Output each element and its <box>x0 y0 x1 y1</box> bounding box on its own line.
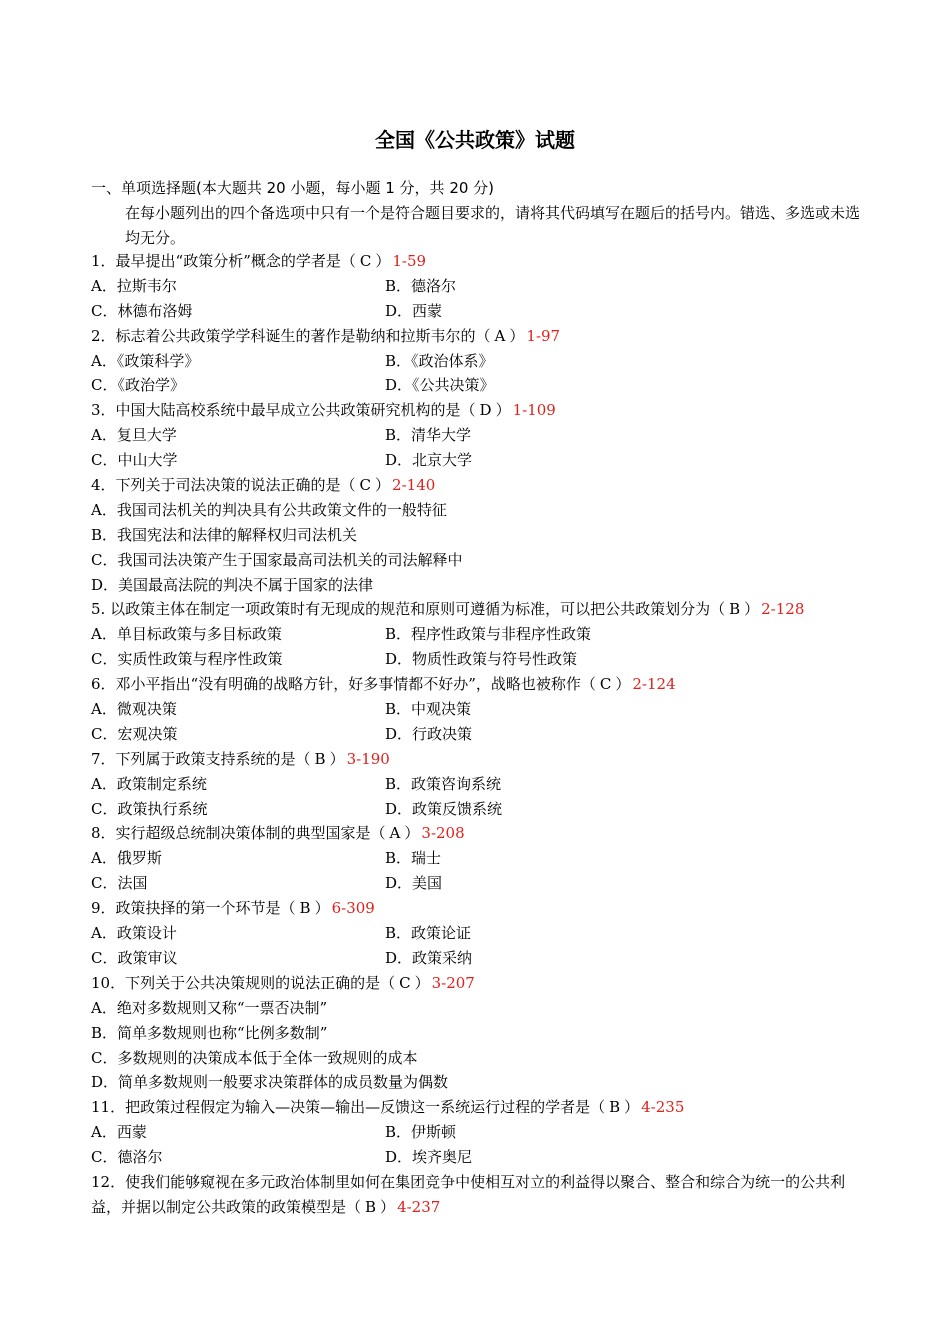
page-reference: 3-190 <box>346 749 390 768</box>
answer-letter: B <box>299 899 311 918</box>
option: B．程序性政策与非程序性政策 <box>385 625 592 644</box>
option-row <box>91 797 871 822</box>
option: B．《政治体系》 <box>385 351 494 370</box>
option: B．清华大学 <box>385 426 472 445</box>
question-text: 2．标志着公共政策学学科诞生的著作是勒纳和拉斯韦尔的（ <box>91 326 491 345</box>
question-stem <box>91 747 871 772</box>
page-reference: 2-140 <box>392 476 436 495</box>
question-stem <box>91 971 871 996</box>
option: D．物质性政策与符号性政策 <box>385 650 578 669</box>
answer-letter: B <box>314 749 326 768</box>
option: B．德洛尔 <box>385 276 457 295</box>
page-reference: 3-207 <box>431 973 475 992</box>
question-stem <box>91 398 871 423</box>
answer-close-bracket: ） <box>509 326 525 345</box>
question-stem <box>91 324 871 349</box>
question-stem <box>91 896 871 921</box>
option-row <box>91 1120 871 1145</box>
option: C．林德布洛姆 <box>91 301 193 320</box>
answer-letter: C <box>359 252 372 270</box>
question-stem <box>91 249 871 274</box>
option: C．我国司法决策产生于国家最高司法机关的司法解释中 <box>91 550 463 569</box>
option: C．《政治学》 <box>91 376 185 395</box>
option: B．伊斯顿 <box>385 1123 457 1142</box>
question-stem <box>91 1170 871 1220</box>
answer-close-bracket: ） <box>744 600 760 619</box>
section-heading: 一、单项选择题(本大题共 20 小题，每小题 1 分，共 20 分) <box>91 179 495 197</box>
option-row <box>91 373 871 398</box>
answer-letter: D <box>479 401 492 420</box>
option: D．美国 <box>385 874 443 893</box>
option: A．《政策科学》 <box>91 351 200 370</box>
option: A．单目标政策与多目标政策 <box>91 625 282 644</box>
question-text: 12．使我们能够窥视在多元政治体制里如何在集团竞争中使相互对立的利益得以聚合、整合和综合为统一的公共利益，并据以制定公共政策的政策模型是（ <box>91 1172 846 1216</box>
page-reference: 6-309 <box>331 899 375 918</box>
option: D．埃齐奥尼 <box>385 1148 473 1167</box>
answer-close-bracket: ） <box>495 401 511 420</box>
question-text: 9．政策抉择的第一个环节是（ <box>91 899 296 918</box>
question-text: 1．最早提出“政策分析”概念的学者是（ <box>91 252 356 270</box>
page-title: 全国《公共政策》试题 <box>375 128 575 152</box>
answer-letter: B <box>609 1098 621 1117</box>
option-row <box>91 697 871 722</box>
answer-close-bracket: ） <box>414 973 430 992</box>
answer-close-bracket: ） <box>314 899 330 918</box>
option-row <box>91 846 871 871</box>
option: B．瑞士 <box>385 849 442 868</box>
option: D．政策采纳 <box>385 948 473 967</box>
page-reference: 2-124 <box>632 675 676 694</box>
option: C．政策执行系统 <box>91 799 208 818</box>
question-text: 6．邓小平指出“没有明确的战略方针，好多事情都不好办”，战略也被称作（ <box>91 675 596 694</box>
option: D．简单多数规则一般要求决策群体的成员数量为偶数 <box>91 1073 449 1092</box>
option: A．微观决策 <box>91 700 177 719</box>
option: A．我国司法机关的判决具有公共政策文件的一般特征 <box>91 500 447 519</box>
option: D．政策反馈系统 <box>385 799 503 818</box>
option: C．实质性政策与程序性政策 <box>91 650 283 669</box>
option-row <box>91 448 871 473</box>
option: B．简单多数规则也称“比例多数制” <box>91 1023 328 1042</box>
page-reference: 1-109 <box>512 401 556 420</box>
question-text: 7．下列属于政策支持系统的是（ <box>91 749 311 768</box>
answer-letter: B <box>365 1197 377 1216</box>
question-stem <box>91 821 871 846</box>
option: B．中观决策 <box>385 700 472 719</box>
page-reference: 4-235 <box>641 1098 685 1117</box>
option: D．美国最高法院的判决不属于国家的法律 <box>91 575 374 594</box>
page-reference: 2-128 <box>761 600 805 619</box>
answer-letter: A <box>389 824 401 843</box>
option: A．政策设计 <box>91 924 177 943</box>
option-row <box>91 722 871 747</box>
page-reference: 1-59 <box>392 252 427 270</box>
question-stem <box>91 1095 871 1120</box>
option: A．复旦大学 <box>91 426 177 445</box>
option-row <box>91 622 871 647</box>
option: B．我国宪法和法律的解释权归司法机关 <box>91 525 358 544</box>
option: D．西蒙 <box>385 301 443 320</box>
question-text: 10．下列关于公共决策规则的说法正确的是（ <box>91 973 396 992</box>
question-text: 8．实行超级总统制决策体制的典型国家是（ <box>91 824 386 843</box>
answer-close-bracket: ） <box>624 1098 640 1117</box>
option-row <box>91 299 871 324</box>
page-reference: 1-97 <box>526 326 561 345</box>
question-list <box>91 249 871 1220</box>
option: A．西蒙 <box>91 1123 147 1142</box>
option: A．拉斯韦尔 <box>91 276 177 295</box>
option-row <box>91 1145 871 1170</box>
answer-close-bracket: ） <box>380 1197 396 1216</box>
option: A．政策制定系统 <box>91 774 207 793</box>
option-row <box>91 423 871 448</box>
answer-close-bracket: ） <box>375 476 391 495</box>
option-row <box>91 871 871 896</box>
option-row <box>91 647 871 672</box>
option: C．中山大学 <box>91 451 178 470</box>
answer-close-bracket: ） <box>329 749 345 768</box>
option-row <box>91 274 871 299</box>
option: B．政策咨询系统 <box>385 774 502 793</box>
answer-letter: C <box>399 973 411 992</box>
answer-letter: C <box>359 476 372 495</box>
option-row <box>91 946 871 971</box>
option: D．北京大学 <box>385 451 473 470</box>
option: D．行政决策 <box>385 724 473 743</box>
question-stem <box>91 672 871 697</box>
question-text: 4．下列关于司法决策的说法正确的是（ <box>91 476 356 495</box>
option: C．宏观决策 <box>91 724 178 743</box>
option-row <box>91 772 871 797</box>
option: C．德洛尔 <box>91 1148 163 1167</box>
answer-letter: B <box>729 600 741 619</box>
question-stem <box>91 473 871 498</box>
answer-close-bracket: ） <box>404 824 420 843</box>
option: A．绝对多数规则又称“一票否决制” <box>91 998 328 1017</box>
option: D．《公共决策》 <box>385 376 495 395</box>
question-text: 11．把政策过程假定为输入—决策—输出—反馈这一系统运行过程的学者是（ <box>91 1098 606 1117</box>
option: C．政策审议 <box>91 948 178 967</box>
question-stem <box>91 597 871 622</box>
section-instructions: 在每小题列出的四个备选项中只有一个是符合题目要求的，请将其代码填写在题后的括号内。错选、多选或未选均无分。 <box>125 204 861 247</box>
answer-letter: C <box>599 675 612 694</box>
option: C．多数规则的决策成本低于全体一致规则的成本 <box>91 1048 418 1067</box>
option-row <box>91 349 871 374</box>
option-row <box>91 921 871 946</box>
answer-close-bracket: ） <box>375 252 391 270</box>
question-text: 5. 以政策主体在制定一项政策时有无现成的规范和原则可遵循为标准，可以把公共政策划分为（ <box>91 600 726 619</box>
page-reference: 4-237 <box>397 1197 441 1216</box>
option: C．法国 <box>91 874 148 893</box>
page-reference: 3-208 <box>421 824 465 843</box>
option: A．俄罗斯 <box>91 849 162 868</box>
answer-close-bracket: ） <box>615 675 631 694</box>
option: B．政策论证 <box>385 924 472 943</box>
question-text: 3．中国大陆高校系统中最早成立公共政策研究机构的是（ <box>91 401 476 420</box>
answer-letter: A <box>494 326 506 345</box>
